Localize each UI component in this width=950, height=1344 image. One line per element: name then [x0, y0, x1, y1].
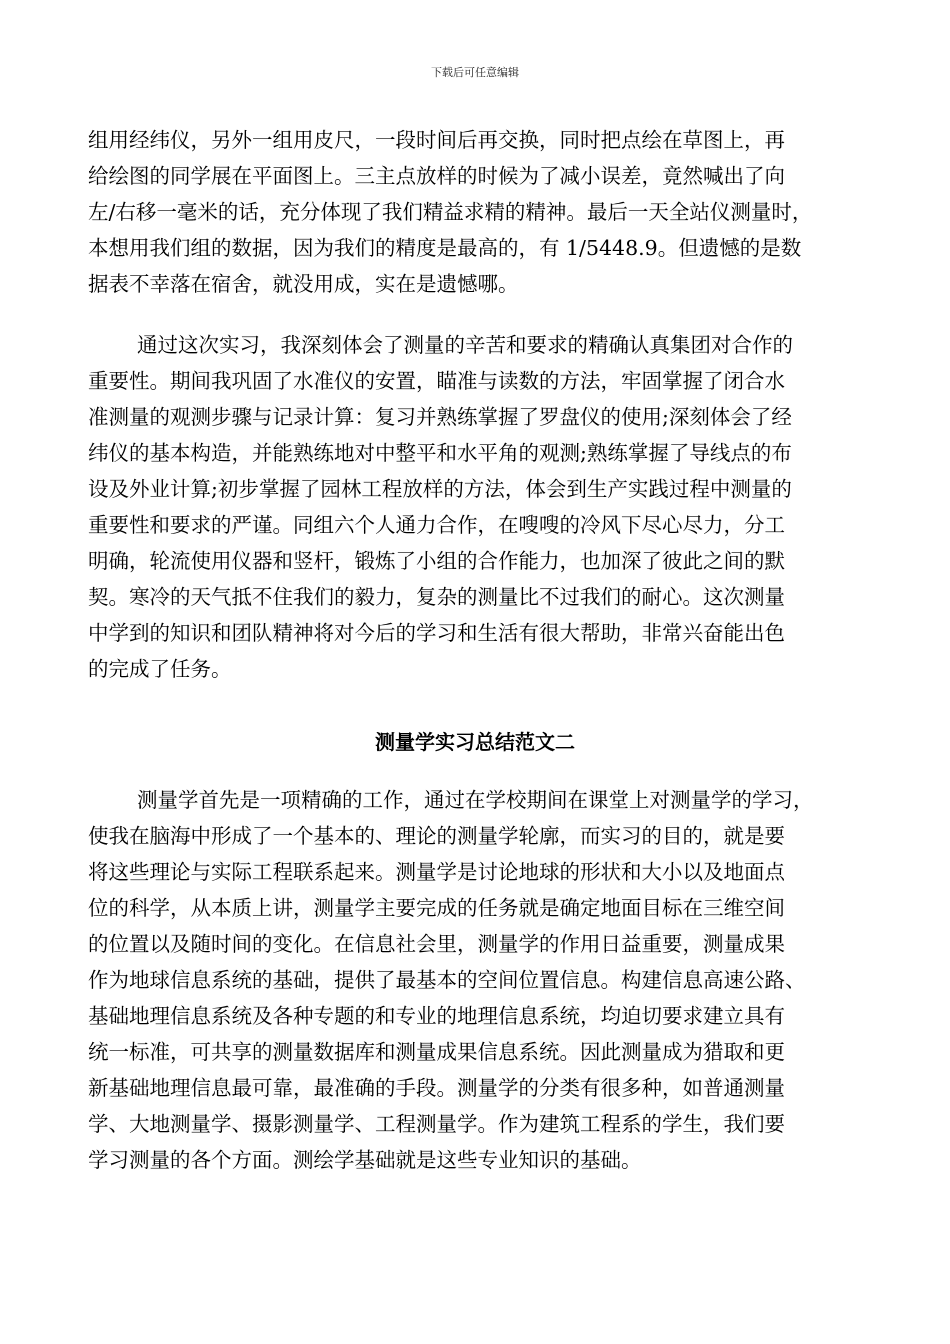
- text-line: 统一标准，可共享的测量数据库和测量成果信息系统。因此测量成为猎取和更: [88, 1040, 785, 1064]
- text-line: 通过这次实习，我深刻体会了测量的辛苦和要求的精确认真集团对合作的: [137, 333, 793, 357]
- text-line: 左/右移一毫米的话，充分体现了我们精益求精的精神。最后一天全站仪测量时，: [88, 200, 813, 224]
- text-line: 测量学首先是一项精确的工作，通过在学校期间在课堂上对测量学的学习，: [137, 788, 814, 812]
- text-line: 将这些理论与实际工程联系起来。测量学是讨论地球的形状和大小以及地面点: [88, 860, 785, 884]
- text-line: 组用经纬仪，另外一组用皮尺，一段时间后再交换，同时把点绘在草图上，再: [88, 128, 785, 152]
- section-heading: 测量学实习总结范文二: [375, 730, 575, 754]
- text-line: 中学到的知识和团队精神将对今后的学习和生活有很大帮助，非常兴奋能出色: [88, 621, 785, 645]
- text-line: 重要性。期间我巩固了水准仪的安置，瞄准与读数的方法，牢固掌握了闭合水: [88, 369, 785, 393]
- page-header-note: 下载后可任意编辑: [431, 66, 519, 79]
- text-line: 的位置以及随时间的变化。在信息社会里，测量学的作用日益重要，测量成果: [88, 932, 785, 956]
- text-line: 给绘图的同学展在平面图上。三主点放样的时候为了减小误差，竟然喊出了向: [88, 164, 785, 188]
- text-line: 新基础地理信息最可靠，最准确的手段。测量学的分类有很多种，如普通测量: [88, 1076, 785, 1100]
- text-line: 作为地球信息系统的基础，提供了最基本的空间位置信息。构建信息高速公路、: [88, 968, 806, 992]
- text-line: 准测量的观测步骤与记录计算：复习并熟练掌握了罗盘仪的使用;深刻体会了经: [88, 405, 792, 429]
- text-line: 据表不幸落在宿舍，就没用成，实在是遗憾哪。: [88, 272, 519, 296]
- text-line: 学、大地测量学、摄影测量学、工程测量学。作为建筑工程系的学生，我们要: [88, 1112, 785, 1136]
- text-line: 设及外业计算;初步掌握了园林工程放样的方法，体会到生产实践过程中测量的: [88, 477, 792, 501]
- text-line: 重要性和要求的严谨。同组六个人通力合作，在嗖嗖的冷风下尽心尽力，分工: [88, 513, 785, 537]
- text-line: 本想用我们组的数据，因为我们的精度是最高的，有 1/5448.9。但遗憾的是数: [88, 236, 802, 260]
- text-line: 基础地理信息系统及各种专题的和专业的地理信息系统，均迫切要求建立具有: [88, 1004, 785, 1028]
- text-line: 位的科学，从本质上讲，测量学主要完成的任务就是确定地面目标在三维空间: [88, 896, 785, 920]
- text-line: 契。寒冷的天气抵不住我们的毅力，复杂的测量比不过我们的耐心。这次测量: [88, 585, 785, 609]
- text-line: 使我在脑海中形成了一个基本的、理论的测量学轮廓，而实习的目的，就是要: [88, 824, 785, 848]
- text-line: 学习测量的各个方面。测绘学基础就是这些专业知识的基础。: [88, 1148, 642, 1172]
- text-line: 明确，轮流使用仪器和竖杆，锻炼了小组的合作能力，也加深了彼此之间的默: [88, 549, 785, 573]
- text-line: 的完成了任务。: [88, 657, 232, 681]
- text-line: 纬仪的基本构造，并能熟练地对中整平和水平角的观测;熟练掌握了导线点的布: [88, 441, 792, 465]
